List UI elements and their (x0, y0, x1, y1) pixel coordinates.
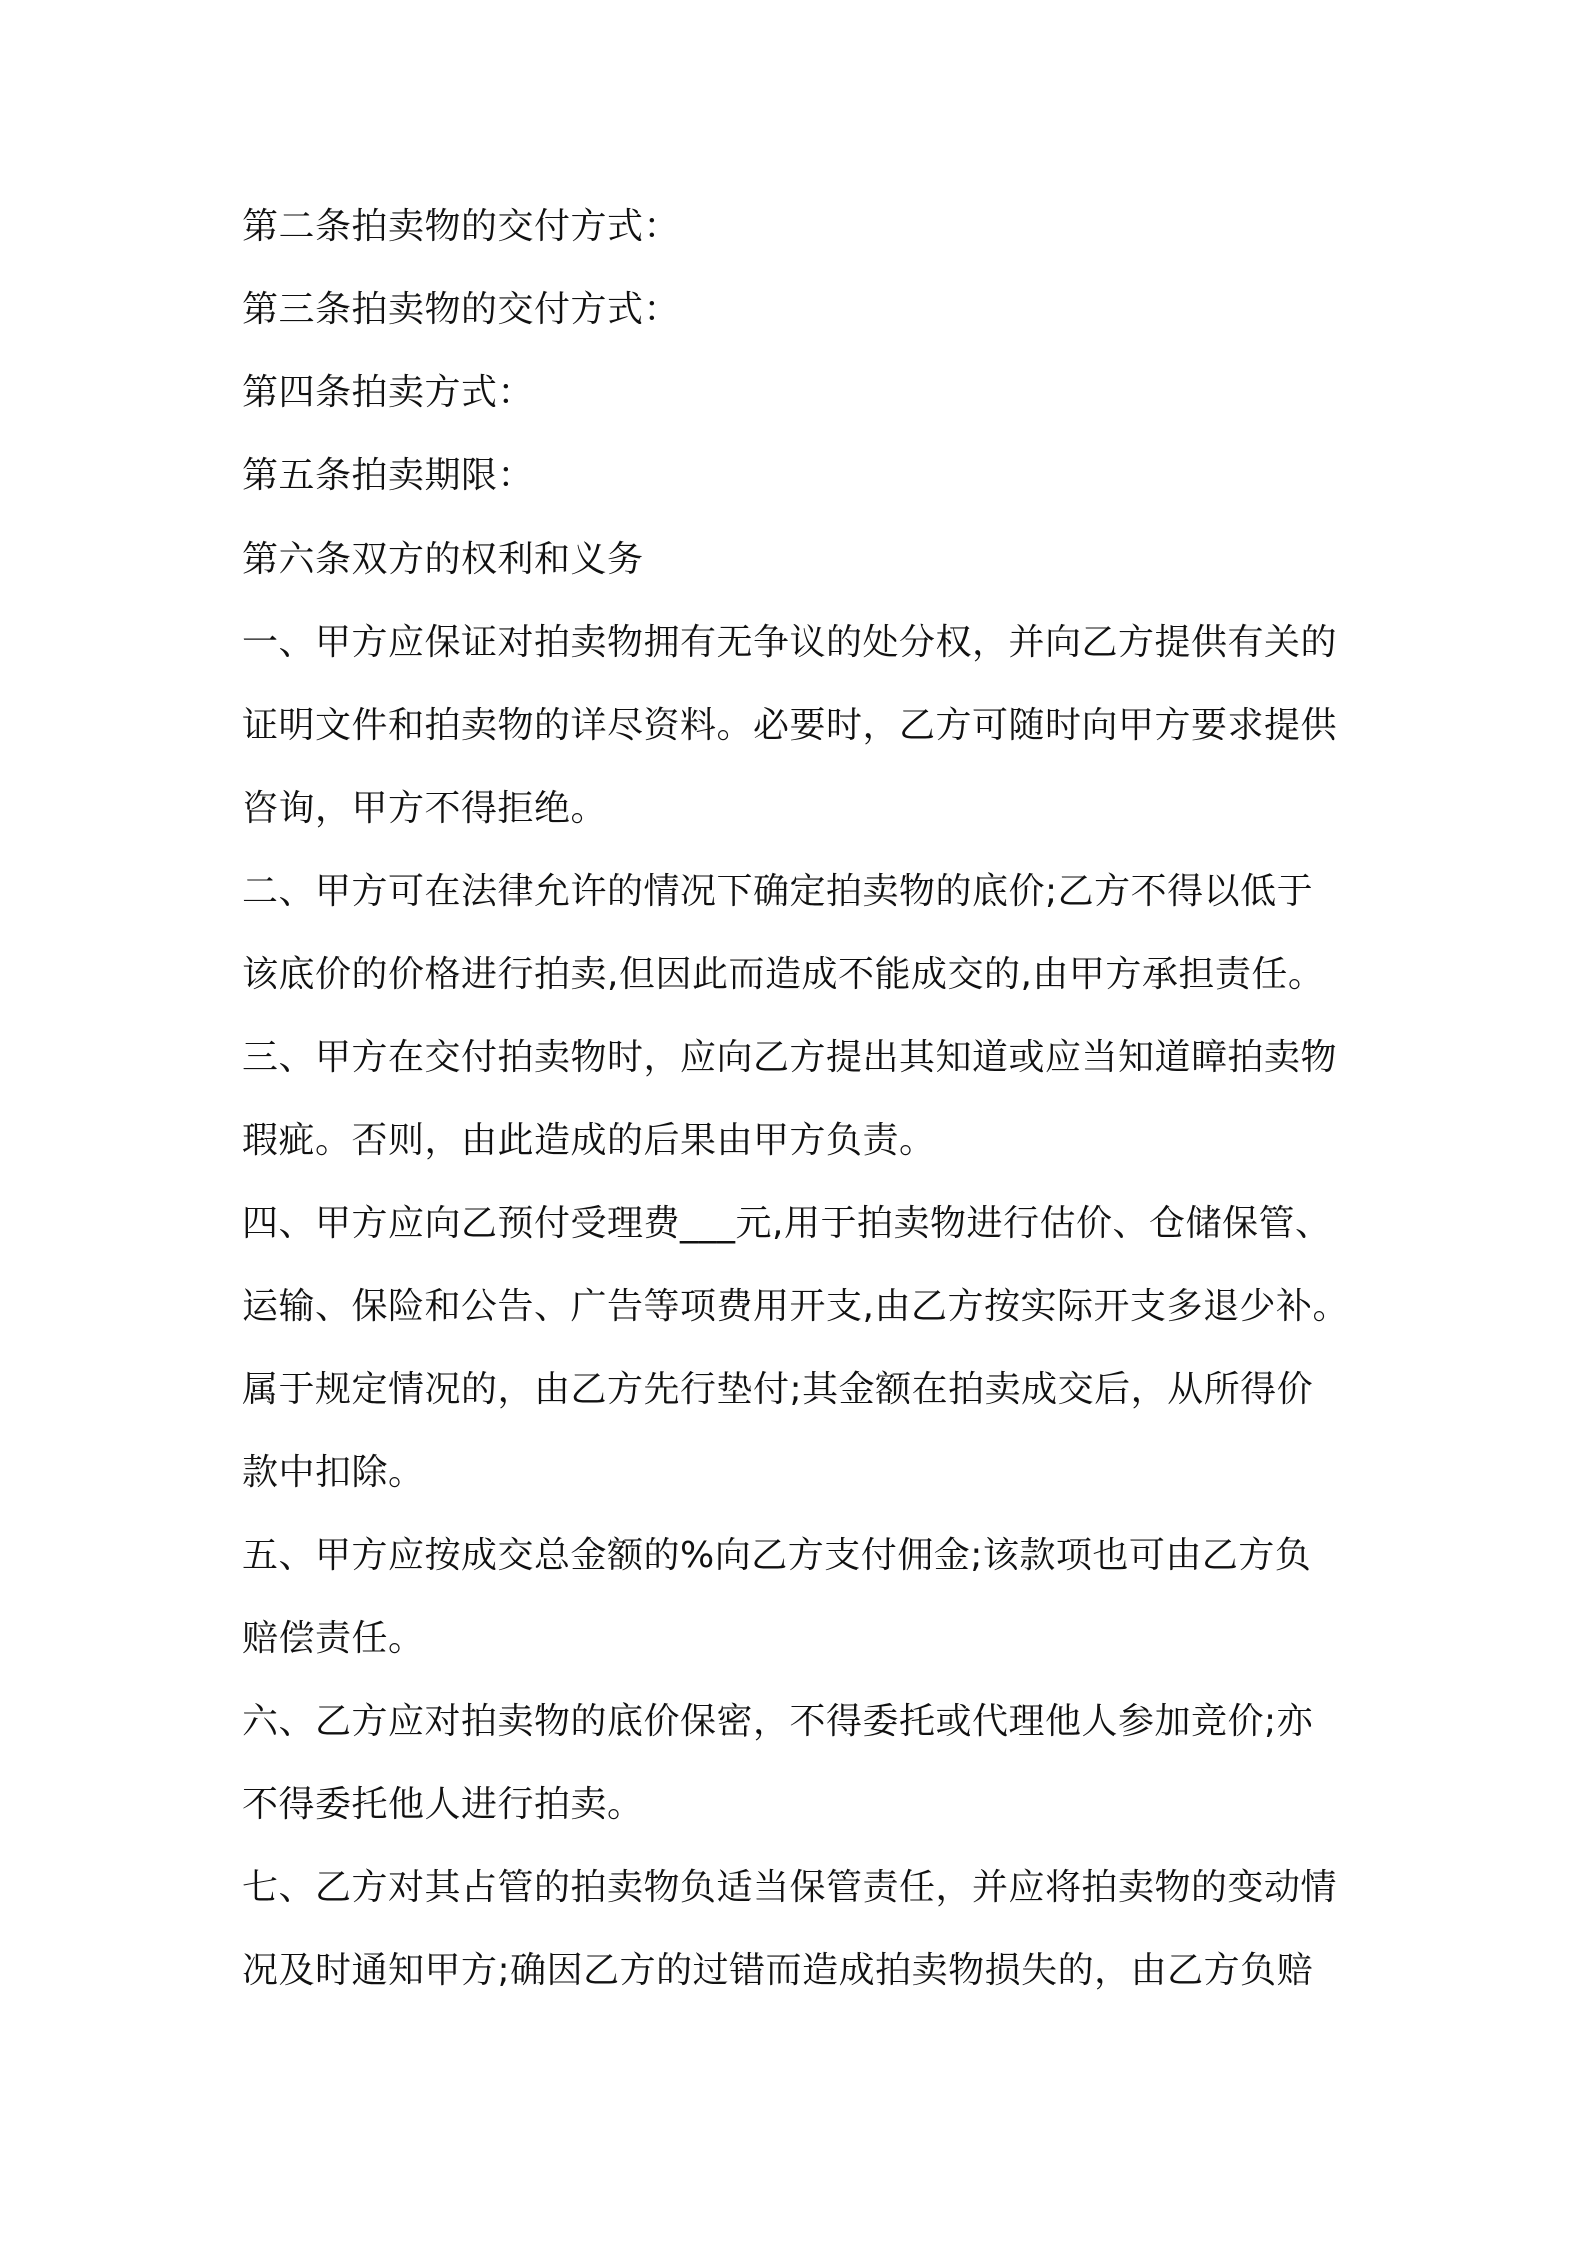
clause-5-line-1: 五、甲方应按成交总金额的%向乙方支付佣金;该款项也可由乙方负 (242, 1535, 1312, 1576)
clause-3-line-1: 三、甲方在交付拍卖物时，应向乙方提出其知道或应当知道瞕拍卖物 (242, 1037, 1338, 1078)
article-6-heading: 第六条双方的权利和义务 (242, 539, 644, 580)
clause-4-line-2: 运输、保险和公告、广告等项费用开支,由乙方按实际开支多退少补。 (242, 1286, 1349, 1327)
clause-1-line-2: 证明文件和拍卖物的详尽资料。必要时，乙方可随时向甲方要求提供 (242, 705, 1338, 746)
clause-7-line-2: 况及时通知甲方;确因乙方的过错而造成拍卖物损失的，由乙方负赔 (242, 1950, 1314, 1991)
article-3-heading: 第三条拍卖物的交付方式： (242, 289, 681, 330)
clause-4-line-4: 款中扣除。 (242, 1452, 425, 1493)
clause-1-line-3: 咨询，甲方不得拒绝。 (242, 788, 608, 829)
clause-6-line-2: 不得委托他人进行拍卖。 (242, 1784, 644, 1825)
article-2-heading: 第二条拍卖物的交付方式： (242, 206, 681, 247)
clause-4-line-1: 四、甲方应向乙预付受理费___元,用于拍卖物进行估价、仓储保管、 (242, 1203, 1332, 1244)
clause-2-line-2: 该底价的价格进行拍卖,但因此而造成不能成交的,由甲方承担责任。 (242, 954, 1325, 995)
clause-6-line-1: 六、乙方应对拍卖物的底价保密，不得委托或代理他人参加竞价;亦 (242, 1701, 1314, 1742)
clause-2-line-1: 二、甲方可在法律允许的情况下确定拍卖物的底价;乙方不得以低于 (242, 871, 1314, 912)
clause-3-line-2: 瑕疵。否则，由此造成的后果由甲方负责。 (242, 1120, 936, 1161)
clause-5-line-2: 赔偿责任。 (242, 1618, 425, 1659)
article-5-heading: 第五条拍卖期限： (242, 455, 535, 496)
clause-4-line-3: 属于规定情况的，由乙方先行垫付;其金额在拍卖成交后，从所得价 (242, 1369, 1314, 1410)
clause-1-line-1: 一、甲方应保证对拍卖物拥有无争议的处分权，并向乙方提供有关的 (242, 622, 1338, 663)
clause-7-line-1: 七、乙方对其占管的拍卖物负适当保管责任，并应将拍卖物的变动情 (242, 1867, 1338, 1908)
article-4-heading: 第四条拍卖方式： (242, 372, 535, 413)
